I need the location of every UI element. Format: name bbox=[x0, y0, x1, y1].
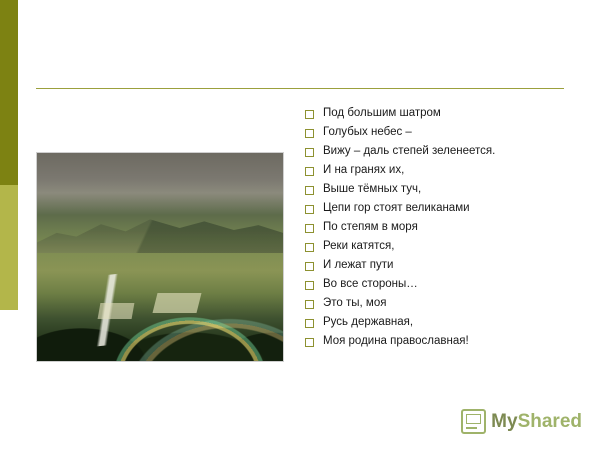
list-item bbox=[305, 182, 580, 197]
myshared-watermark bbox=[461, 409, 582, 434]
photo-field-patch bbox=[98, 303, 135, 319]
poem-line-text: Реки катятся, bbox=[323, 240, 395, 252]
square-bullet-icon bbox=[305, 319, 314, 328]
photo-scene bbox=[37, 153, 283, 361]
sidebar-accent-bar-bottom bbox=[0, 185, 18, 310]
photo-mountains bbox=[37, 205, 283, 253]
square-bullet-icon bbox=[305, 148, 314, 157]
list-item bbox=[305, 106, 580, 121]
myshared-logo-icon bbox=[461, 409, 486, 434]
list-item bbox=[305, 315, 580, 330]
poem-line-text: Под большим шатром bbox=[323, 107, 441, 119]
square-bullet-icon bbox=[305, 224, 314, 233]
square-bullet-icon bbox=[305, 243, 314, 252]
square-bullet-icon bbox=[305, 129, 314, 138]
list-item bbox=[305, 296, 580, 311]
poem-line-text: Голубых небес – bbox=[323, 126, 412, 138]
list-item bbox=[305, 258, 580, 273]
poem-line-text: Русь державная, bbox=[323, 316, 414, 328]
list-item bbox=[305, 144, 580, 159]
photo-field-patch bbox=[153, 293, 202, 313]
list-item bbox=[305, 201, 580, 216]
poem-line-text: Это ты, моя bbox=[323, 297, 387, 309]
poem-list bbox=[305, 106, 580, 353]
poem-line-text: Во все стороны… bbox=[323, 278, 418, 290]
landscape-photo bbox=[36, 152, 284, 362]
square-bullet-icon bbox=[305, 262, 314, 271]
poem-line-text: Выше тёмных туч, bbox=[323, 183, 422, 195]
poem-line-text: По степям в моря bbox=[323, 221, 418, 233]
square-bullet-icon bbox=[305, 186, 314, 195]
list-item bbox=[305, 220, 580, 235]
watermark-my-text: My bbox=[491, 410, 518, 432]
poem-line-text: И лежат пути bbox=[323, 259, 394, 271]
poem-line-text: Моя родина православная! bbox=[323, 335, 469, 347]
sidebar-accent-bar-top bbox=[0, 0, 18, 185]
square-bullet-icon bbox=[305, 205, 314, 214]
watermark-shared-text: Shared bbox=[517, 410, 582, 432]
square-bullet-icon bbox=[305, 281, 314, 290]
square-bullet-icon bbox=[305, 110, 314, 119]
list-item bbox=[305, 125, 580, 140]
list-item bbox=[305, 163, 580, 178]
list-item bbox=[305, 239, 580, 254]
list-item bbox=[305, 334, 580, 349]
poem-line-text: Цепи гор стоят великанами bbox=[323, 202, 470, 214]
list-item bbox=[305, 277, 580, 292]
poem-line-text: Вижу – даль степей зеленеется. bbox=[323, 145, 496, 157]
square-bullet-icon bbox=[305, 167, 314, 176]
square-bullet-icon bbox=[305, 300, 314, 309]
square-bullet-icon bbox=[305, 338, 314, 347]
poem-line-text: И на гранях их, bbox=[323, 164, 405, 176]
header-divider bbox=[36, 88, 564, 89]
